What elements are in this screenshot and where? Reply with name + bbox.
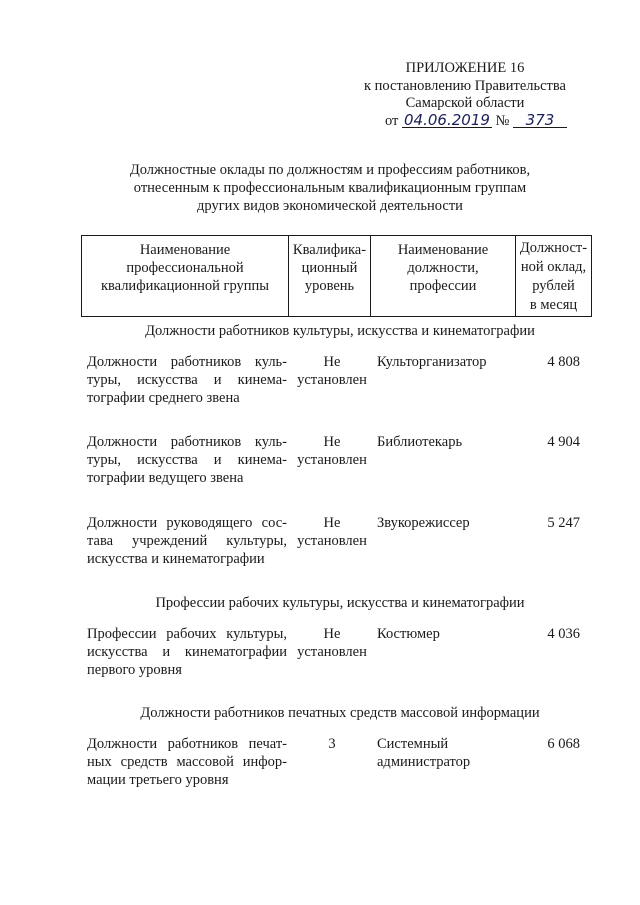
- level-cell: Не установлен: [297, 626, 367, 660]
- appendix-region: Самарской области: [405, 95, 525, 111]
- document-title: [80, 161, 580, 215]
- group-line: Должности работников куль-: [87, 354, 287, 370]
- group-line: искусства и кинематографии: [87, 644, 287, 660]
- section-title: Профессии рабочих культуры, искусства и кинематографии: [155, 595, 525, 611]
- group-line: тава учреждений культуры,: [87, 533, 287, 549]
- group-cell: [87, 353, 287, 407]
- header-qualification-group: Наименование профессиональной квалификационной группы: [82, 236, 289, 316]
- group-cell: [87, 625, 287, 679]
- salary-cell: 4 904: [547, 434, 580, 450]
- group-cell: [87, 433, 287, 487]
- group-line: Должности руководящего сос-: [87, 515, 287, 531]
- appendix-title: ПРИЛОЖЕНИЕ 16: [405, 60, 525, 76]
- header-position-name: Наименование должности, профессии: [371, 236, 516, 316]
- section-title: Должности работников печатных средств массовой информации: [140, 705, 540, 721]
- section-title: Должности работников культуры, искусства и кинематографии: [145, 323, 535, 339]
- title-line-1: Должностные оклады по должностям и профессиям работников,: [129, 162, 531, 178]
- salary-cell: 5 247: [547, 515, 580, 531]
- salary-cell: 4 808: [547, 354, 580, 370]
- appendix-block: [340, 60, 590, 130]
- handwritten-number: 373: [513, 113, 567, 128]
- level-cell: Не установлен: [297, 434, 367, 468]
- group-line: туры, искусства и кинема-: [87, 452, 287, 468]
- salary-cell: 6 068: [547, 736, 580, 752]
- position-cell: Культорганизатор: [377, 354, 487, 370]
- appendix-resolution: к постановлению Правительства: [364, 77, 566, 94]
- group-line: Должности работников куль-: [87, 434, 287, 450]
- handwritten-date: 04.06.2019: [404, 110, 490, 129]
- from-label: от: [384, 112, 399, 129]
- group-line: тографии ведущего звена: [87, 470, 244, 486]
- header-salary: Должност- ной оклад, рублей в месяц: [519, 240, 588, 313]
- title-line-3: других видов экономической деятельности: [197, 198, 463, 214]
- position-cell: Библиотекарь: [377, 434, 463, 450]
- title-line-2: отнесенным к профессиональным квалификационным группам: [133, 180, 527, 196]
- group-line: первого уровня: [87, 662, 182, 678]
- group-line: туры, искусства и кинема-: [87, 372, 287, 388]
- group-line: тографии среднего звена: [87, 390, 240, 406]
- number-label: №: [495, 112, 510, 129]
- level-cell: Не установлен: [297, 354, 367, 388]
- group-line: искусства и кинематографии: [87, 551, 265, 567]
- table-row: [87, 735, 592, 795]
- table-row: [87, 433, 592, 493]
- group-cell: [87, 514, 287, 568]
- header-qualification-level: Квалифика- ционный уровень: [289, 236, 371, 316]
- position-cell: Костюмер: [377, 626, 440, 642]
- group-line: Профессии рабочих культуры,: [87, 626, 287, 642]
- group-cell: [87, 735, 287, 789]
- appendix-date-line: [340, 110, 590, 131]
- group-line: ных средств массовой инфор-: [87, 754, 287, 770]
- salary-cell: 4 036: [547, 626, 580, 642]
- table-header: [81, 235, 592, 317]
- table-row: [87, 353, 592, 413]
- table-row: [87, 514, 592, 574]
- level-cell: Не установлен: [297, 515, 367, 549]
- table-row: [87, 625, 592, 685]
- group-line: мации третьего уровня: [87, 772, 229, 788]
- position-cell: Системный администратор: [377, 736, 471, 770]
- level-cell: 3: [328, 736, 336, 752]
- group-line: Должности работников печат-: [87, 736, 287, 752]
- position-cell: Звукорежиссер: [377, 515, 470, 531]
